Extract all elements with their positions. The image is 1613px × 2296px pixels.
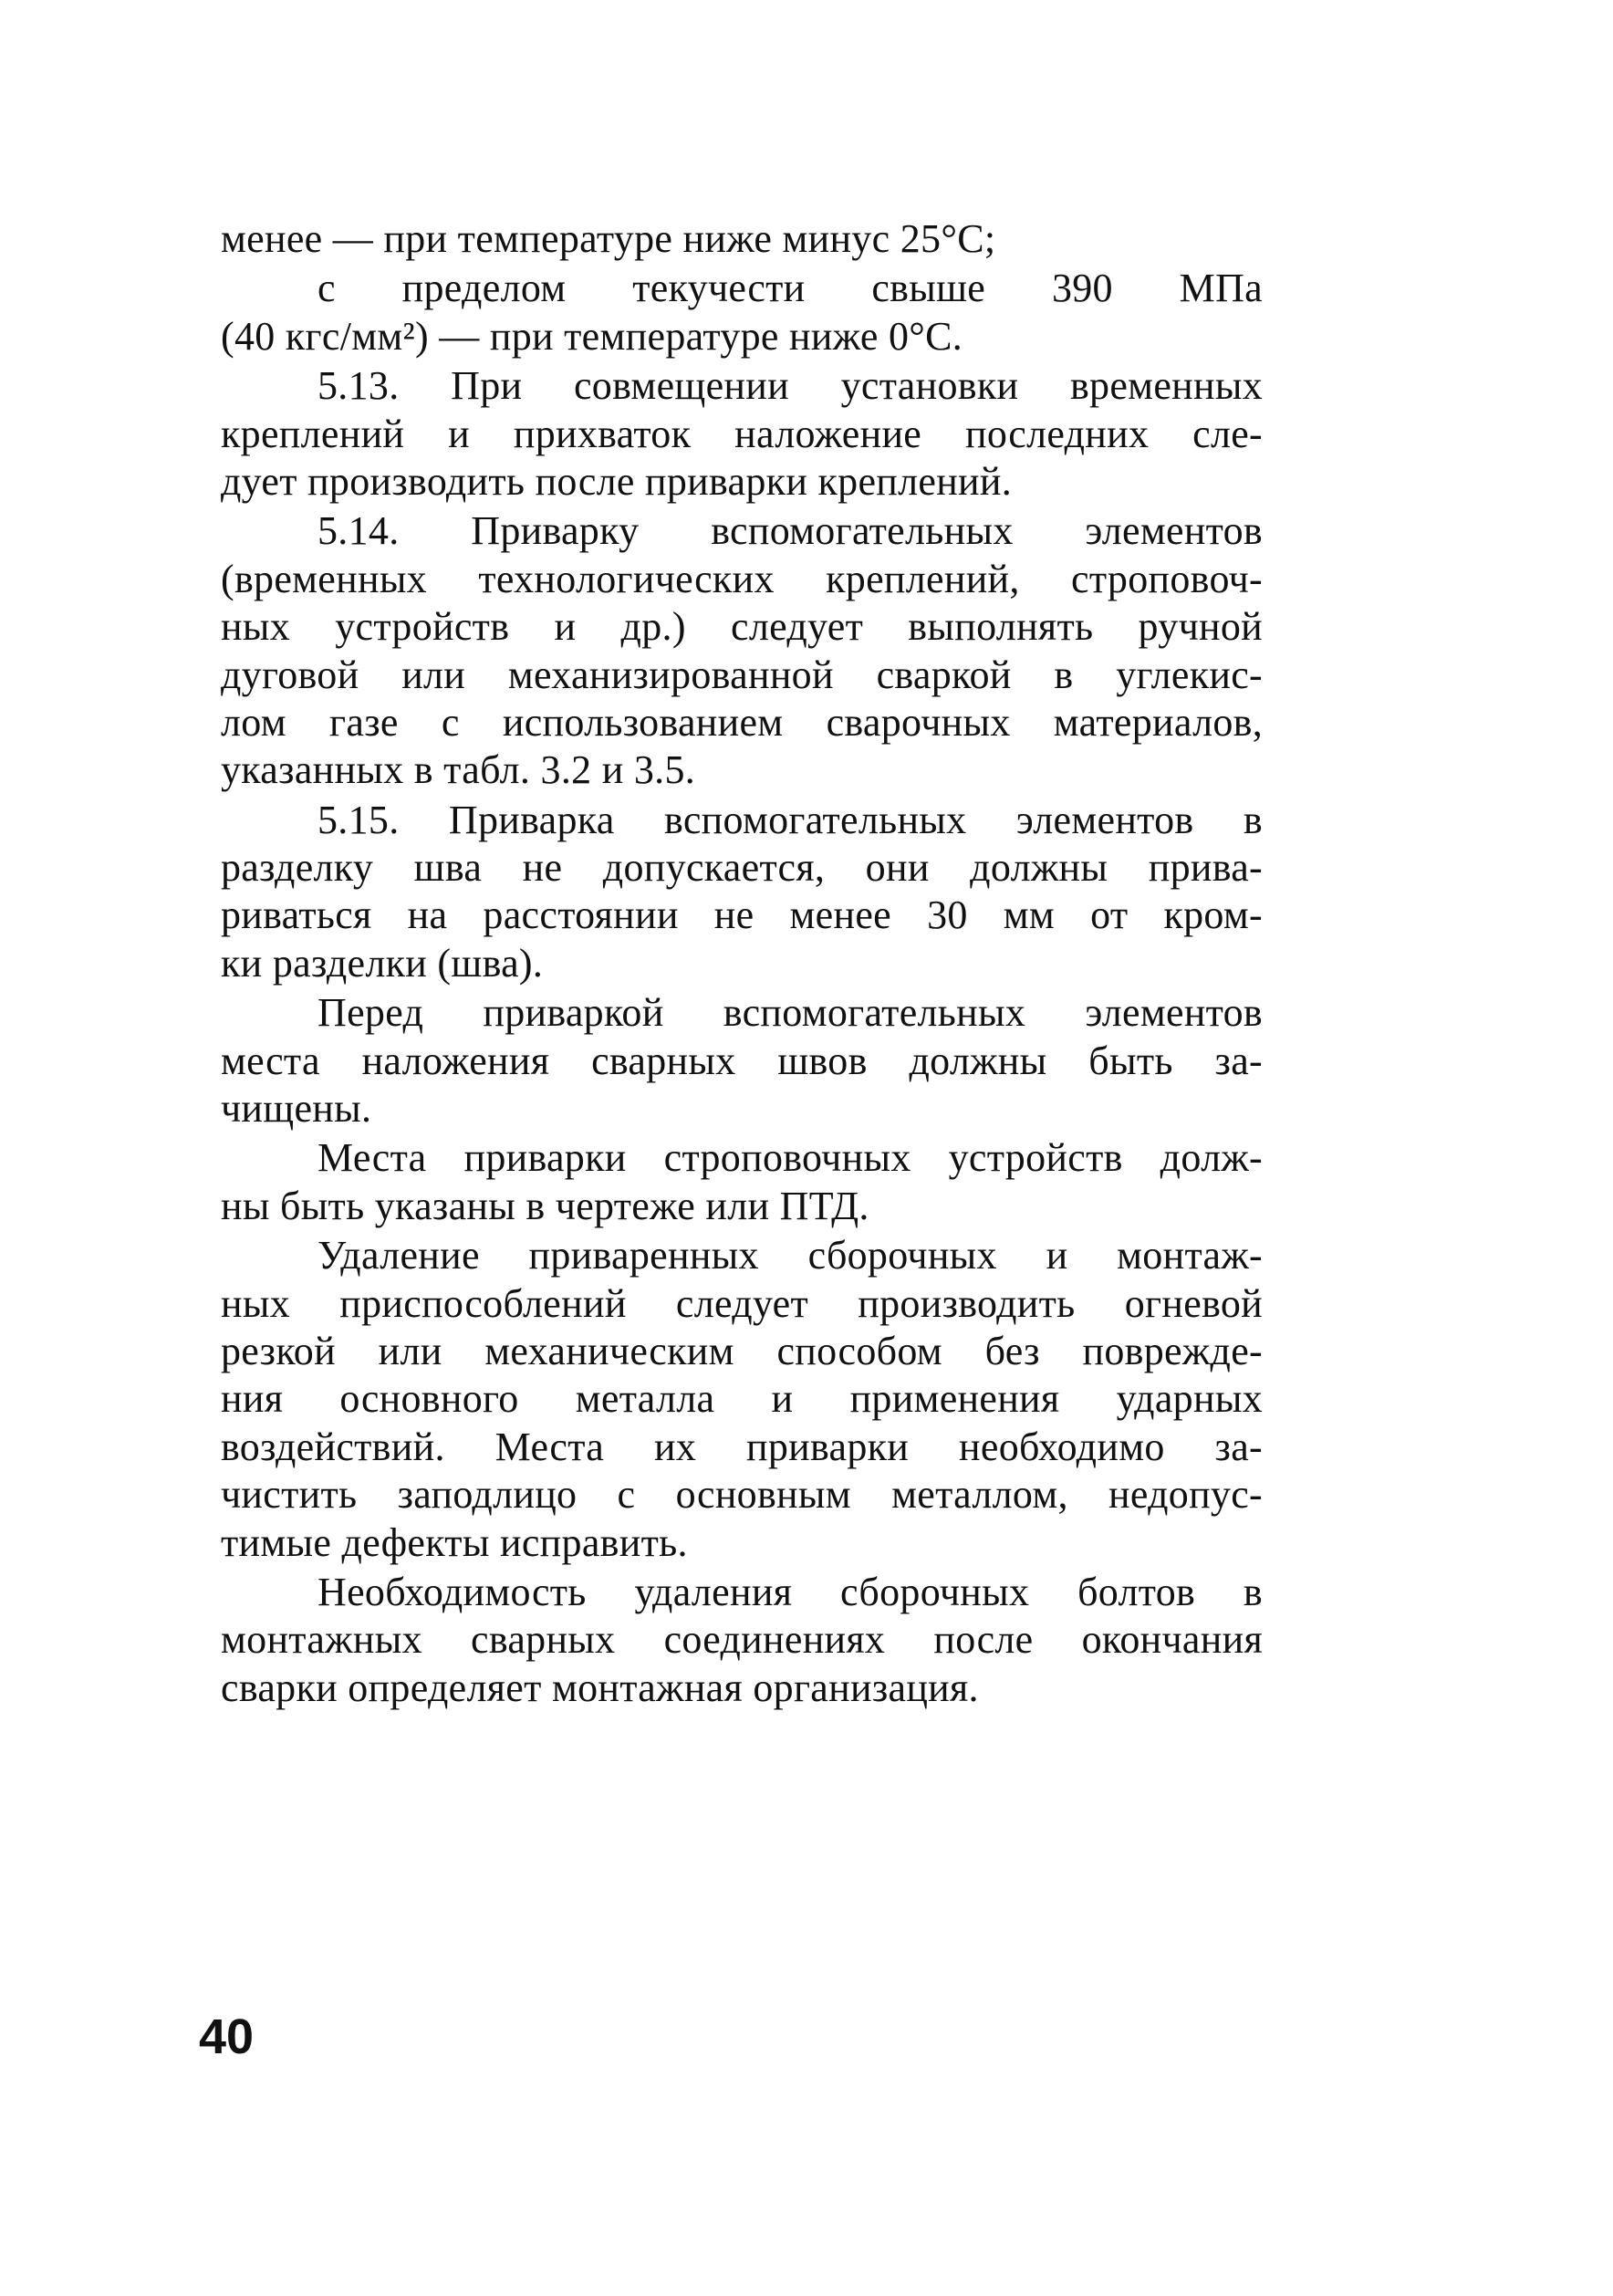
text-line: креплений и прихваток наложение последних сле- (221, 411, 1263, 456)
text-line: лом газе с использованием сварочных материалов, (221, 699, 1263, 745)
text-line: чистить заподлицо с основным металлом, недопус- (221, 1472, 1263, 1518)
text-line: ки разделки (шва). (221, 940, 544, 986)
page-number: 40 (199, 2009, 255, 2064)
text-line: ных устройств и др.) следует выполнять ручной (221, 604, 1263, 650)
text-line: дует производить после приварки креплений. (221, 458, 1013, 504)
body-text (221, 215, 1263, 1712)
text-line: разделку шва не допускается, они должны прива- (221, 845, 1263, 891)
text-line: Места приварки строповочных устройств долж- (317, 1135, 1263, 1181)
text-line: менее — при температуре ниже минус 25°C; (221, 216, 996, 261)
text-line: ны быть указаны в чертеже или ПТД. (221, 1183, 869, 1228)
text-line: Перед приваркой вспомогательных элементов (317, 990, 1263, 1036)
text-line: ния основного металла и применения ударных (221, 1376, 1263, 1422)
text-line: 5.13. При совмещении установки временных (317, 363, 1263, 409)
text-line: сварки определяет монтажная организация. (221, 1665, 979, 1710)
text-line: с пределом текучести свыше 390 МПа (317, 266, 1263, 311)
text-line: Необходимость удаления сборочных болтов в (317, 1569, 1263, 1614)
text-line: указанных в табл. 3.2 и 3.5. (221, 747, 696, 793)
text-line: 5.15. Приварка вспомогательных элементов в (317, 797, 1263, 842)
text-line: места наложения сварных швов должны быть за- (221, 1038, 1263, 1083)
text-line: воздействий. Места их приварки необходимо за- (221, 1424, 1263, 1469)
text-line: чищены. (221, 1086, 372, 1132)
text-line: 5.14. Приварку вспомогательных элементов (317, 508, 1263, 554)
text-line: монтажных сварных соединениях после окончания (221, 1617, 1263, 1663)
text-line: резкой или механическим способом без поврежде- (221, 1328, 1263, 1373)
text-line: ных приспособлений следует производить огневой (221, 1280, 1263, 1326)
text-line: тимые дефекты исправить. (221, 1519, 688, 1565)
text-line: риваться на расстоянии не менее 30 мм от кром- (221, 892, 1263, 938)
text-line: (40 кгс/мм²) — при температуре ниже 0°C. (221, 313, 963, 359)
text-line: Удаление приваренных сборочных и монтаж- (317, 1233, 1263, 1278)
text-line: дуговой или механизированной сваркой в углекис- (221, 652, 1263, 697)
text-line: (временных технологических креплений, строповоч- (221, 556, 1263, 601)
